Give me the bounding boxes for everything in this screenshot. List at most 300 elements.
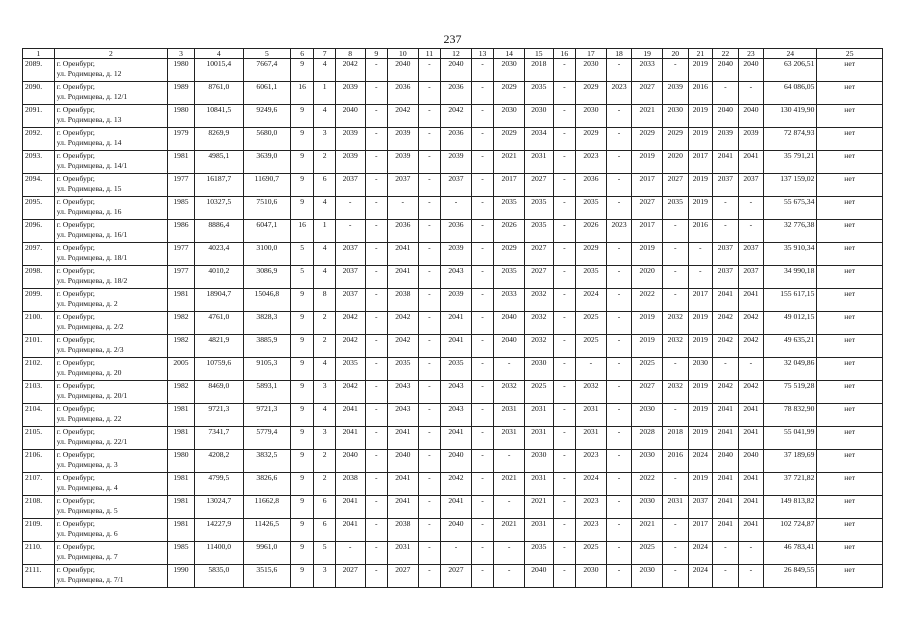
table-cell: 2030	[688, 358, 713, 381]
table-cell: 2027	[441, 565, 472, 588]
table-cell: -	[418, 289, 440, 312]
table-cell: -	[365, 59, 387, 82]
table-cell: 2041	[387, 427, 418, 450]
address-street: ул. Родимцева, д. 3	[56, 459, 118, 469]
address-city: г. Оренбург,	[56, 358, 95, 367]
table-cell: 2037	[335, 289, 365, 312]
table-cell: 4	[314, 243, 335, 266]
table-cell: 2032	[662, 335, 688, 358]
table-cell: 2025	[632, 542, 663, 565]
table-cell: -	[365, 174, 387, 197]
table-cell: -	[662, 542, 688, 565]
row-number: 2111.	[23, 565, 55, 588]
address-city: г. Оренбург,	[56, 312, 95, 321]
table-cell: -	[553, 220, 575, 243]
table-cell: -	[418, 473, 440, 496]
table-cell: -	[335, 197, 365, 220]
table-cell: 2041	[713, 404, 739, 427]
table-row	[23, 197, 883, 220]
table-cell: -	[738, 220, 764, 243]
table-cell: 6	[314, 519, 335, 542]
table-cell: 10759,6	[194, 358, 243, 381]
table-cell: 6047,1	[243, 220, 290, 243]
column-header: 4	[194, 49, 243, 59]
table-cell: -	[471, 105, 493, 128]
table-cell: -	[553, 289, 575, 312]
table-cell: 9	[290, 105, 314, 128]
address-city: г. Оренбург,	[56, 128, 95, 137]
table-cell: 2024	[576, 289, 607, 312]
table-cell: -	[418, 220, 440, 243]
table-cell: 3515,6	[243, 565, 290, 588]
table-cell: -	[365, 312, 387, 335]
address-cell	[54, 565, 168, 588]
table-cell: 2035	[387, 358, 418, 381]
address-cell	[54, 266, 168, 289]
table-cell: 2041	[335, 496, 365, 519]
table-cell: 2043	[441, 404, 472, 427]
table-cell: 9	[290, 312, 314, 335]
table-cell: 2040	[387, 59, 418, 82]
table-cell: 2024	[688, 542, 713, 565]
table-cell: 2	[314, 473, 335, 496]
table-cell: -	[553, 450, 575, 473]
table-cell: 2027	[662, 174, 688, 197]
row-number: 2102.	[23, 358, 55, 381]
table-cell: 55 675,34	[764, 197, 817, 220]
table-cell: 2042	[335, 59, 365, 82]
table-row	[23, 358, 883, 381]
table-cell: -	[471, 427, 493, 450]
table-cell: 8	[314, 289, 335, 312]
table-cell: 2041	[387, 473, 418, 496]
table-cell: 63 206,51	[764, 59, 817, 82]
table-cell: 2038	[387, 289, 418, 312]
table-cell: 2039	[738, 128, 764, 151]
table-cell: 2040	[335, 450, 365, 473]
table-cell: 2029	[494, 82, 525, 105]
table-cell: -	[606, 450, 632, 473]
table-cell: -	[335, 220, 365, 243]
table-cell: -	[471, 266, 493, 289]
table-cell: 2040	[713, 59, 739, 82]
table-cell: -	[553, 542, 575, 565]
table-cell: 2032	[524, 335, 553, 358]
table-cell: 2025	[576, 335, 607, 358]
address-city: г. Оренбург,	[56, 381, 95, 390]
table-cell: 2035	[441, 358, 472, 381]
table-cell: -	[738, 542, 764, 565]
column-header: 25	[817, 49, 883, 59]
table-cell: 2019	[688, 427, 713, 450]
column-header: 15	[524, 49, 553, 59]
table-cell: 2039	[335, 151, 365, 174]
table-cell: нет	[817, 519, 883, 542]
table-cell: 2021	[494, 519, 525, 542]
table-cell: 2041	[441, 427, 472, 450]
table-cell: 11690,7	[243, 174, 290, 197]
row-number: 2109.	[23, 519, 55, 542]
table-cell: -	[365, 496, 387, 519]
table-cell: 2040	[494, 312, 525, 335]
table-cell: -	[418, 197, 440, 220]
table-cell: 18904,7	[194, 289, 243, 312]
table-cell: нет	[817, 473, 883, 496]
table-cell: 1981	[168, 496, 195, 519]
table-cell: 72 874,93	[764, 128, 817, 151]
address-street: ул. Родимцева, д. 16	[56, 206, 122, 216]
table-cell: 2033	[494, 289, 525, 312]
column-header: 8	[335, 49, 365, 59]
table-cell: 2030	[576, 105, 607, 128]
table-row	[23, 450, 883, 473]
table-cell: 2040	[713, 105, 739, 128]
table-cell: 2	[314, 151, 335, 174]
column-header: 12	[441, 49, 472, 59]
table-cell: 2023	[576, 151, 607, 174]
table-cell: 4761,0	[194, 312, 243, 335]
table-cell: -	[738, 358, 764, 381]
address-city: г. Оренбург,	[56, 220, 95, 229]
table-cell: -	[606, 289, 632, 312]
table-cell: -	[606, 128, 632, 151]
table-cell: -	[471, 174, 493, 197]
row-number: 2110.	[23, 542, 55, 565]
table-cell: -	[365, 519, 387, 542]
table-row	[23, 289, 883, 312]
table-cell: 2030	[576, 565, 607, 588]
page-number: 237	[443, 32, 462, 46]
table-cell: 3086,9	[243, 266, 290, 289]
column-header: 11	[418, 49, 440, 59]
table-cell: -	[418, 128, 440, 151]
row-number: 2095.	[23, 197, 55, 220]
table-cell: -	[553, 358, 575, 381]
table-cell: -	[553, 381, 575, 404]
table-cell: 4010,2	[194, 266, 243, 289]
table-cell: нет	[817, 358, 883, 381]
table-cell: 1981	[168, 151, 195, 174]
table-cell: -	[606, 542, 632, 565]
table-cell: 2037	[713, 174, 739, 197]
table-cell: 1981	[168, 519, 195, 542]
table-cell: 9	[290, 473, 314, 496]
table-cell: 2041	[738, 427, 764, 450]
table-cell: 7510,6	[243, 197, 290, 220]
table-cell: 1980	[168, 105, 195, 128]
table-cell: 2035	[524, 220, 553, 243]
table-cell: 2041	[335, 519, 365, 542]
table-cell: 2032	[524, 312, 553, 335]
table-cell: 2042	[335, 381, 365, 404]
table-cell: 2017	[494, 174, 525, 197]
table-cell: 2042	[335, 312, 365, 335]
table-cell: 2024	[688, 565, 713, 588]
table-cell: 2043	[441, 381, 472, 404]
table-cell: 2031	[576, 404, 607, 427]
table-cell: 10841,5	[194, 105, 243, 128]
table-cell: 3	[314, 565, 335, 588]
row-number: 2090.	[23, 82, 55, 105]
table-cell: 2029	[576, 128, 607, 151]
table-row	[23, 151, 883, 174]
table-cell: 137 159,02	[764, 174, 817, 197]
table-cell: 2023	[576, 496, 607, 519]
table-cell: 2042	[713, 312, 739, 335]
address-street: ул. Родимцева, д. 14	[56, 137, 122, 147]
address-city: г. Оренбург,	[56, 404, 95, 413]
column-header: 10	[387, 49, 418, 59]
table-cell: -	[553, 243, 575, 266]
table-cell: 2042	[441, 473, 472, 496]
table-cell: 2027	[524, 266, 553, 289]
table-cell: 3	[314, 128, 335, 151]
table-cell: 2029	[494, 243, 525, 266]
table-cell: 9	[290, 151, 314, 174]
table-cell: 2024	[688, 450, 713, 473]
address-street: ул. Родимцева, д. 22	[56, 413, 122, 423]
address-cell	[54, 496, 168, 519]
table-cell: -	[365, 404, 387, 427]
table-cell: 2031	[524, 427, 553, 450]
table-cell: 8269,9	[194, 128, 243, 151]
row-number: 2105.	[23, 427, 55, 450]
column-header: 3	[168, 49, 195, 59]
table-cell: 2037	[335, 266, 365, 289]
table-cell: 2032	[662, 381, 688, 404]
table-cell: -	[553, 496, 575, 519]
table-cell: -	[662, 473, 688, 496]
table-cell: 2041	[387, 496, 418, 519]
table-cell: 2037	[738, 174, 764, 197]
table-cell: -	[418, 496, 440, 519]
table-cell: 2018	[662, 427, 688, 450]
table-cell: -	[606, 312, 632, 335]
table-cell: 9	[290, 59, 314, 82]
table-cell: 2031	[524, 519, 553, 542]
table-cell: 2042	[335, 335, 365, 358]
table-cell: нет	[817, 220, 883, 243]
table-cell: 2036	[576, 174, 607, 197]
table-cell: 2017	[632, 174, 663, 197]
table-row	[23, 473, 883, 496]
row-number: 2089.	[23, 59, 55, 82]
header-row	[23, 49, 883, 59]
table-cell: 9	[290, 289, 314, 312]
table-cell: -	[471, 59, 493, 82]
table-cell: 9	[290, 128, 314, 151]
table-cell: 9721,3	[194, 404, 243, 427]
table-cell: 2040	[441, 59, 472, 82]
table-cell: 2043	[387, 381, 418, 404]
table-cell: -	[471, 404, 493, 427]
address-city: г. Оренбург,	[56, 450, 95, 459]
table-cell: -	[471, 542, 493, 565]
table-cell: 49 635,21	[764, 335, 817, 358]
table-cell: 2022	[632, 289, 663, 312]
table-cell: -	[418, 519, 440, 542]
table-cell: -	[471, 82, 493, 105]
address-street: ул. Родимцева, д. 7	[56, 551, 118, 561]
address-city: г. Оренбург,	[56, 496, 95, 505]
table-cell: -	[662, 266, 688, 289]
table-cell: 2036	[387, 82, 418, 105]
table-cell: 2021	[524, 496, 553, 519]
table-cell: -	[553, 266, 575, 289]
table-cell: 2042	[713, 335, 739, 358]
table-cell: 2040	[387, 450, 418, 473]
address-city: г. Оренбург,	[56, 105, 95, 114]
table-cell: 5	[290, 266, 314, 289]
table-cell: 11662,8	[243, 496, 290, 519]
table-cell: 2027	[632, 197, 663, 220]
table-cell: 9	[290, 496, 314, 519]
table-cell: 2032	[494, 381, 525, 404]
table-cell: нет	[817, 243, 883, 266]
table-cell: нет	[817, 197, 883, 220]
table-cell: -	[606, 496, 632, 519]
table-cell: 2036	[387, 220, 418, 243]
column-header: 7	[314, 49, 335, 59]
table-cell: -	[606, 59, 632, 82]
table-cell: -	[494, 565, 525, 588]
table-cell: 1981	[168, 404, 195, 427]
table-cell: -	[365, 565, 387, 588]
table-cell: 2035	[524, 542, 553, 565]
table-cell: 2030	[662, 105, 688, 128]
table-cell: 9	[290, 197, 314, 220]
table-cell: 9	[290, 427, 314, 450]
table-cell: -	[365, 266, 387, 289]
table-cell: 2027	[632, 381, 663, 404]
table-cell: -	[418, 335, 440, 358]
table-cell: 5	[314, 542, 335, 565]
column-header: 18	[606, 49, 632, 59]
table-cell: 2038	[335, 473, 365, 496]
table-cell: 49 012,15	[764, 312, 817, 335]
table-cell: 16	[290, 82, 314, 105]
table-cell: 2030	[524, 450, 553, 473]
table-cell: 2040	[494, 335, 525, 358]
table-cell: -	[418, 358, 440, 381]
row-number: 2094.	[23, 174, 55, 197]
table-cell: 2019	[688, 312, 713, 335]
table-cell: 2017	[688, 289, 713, 312]
address-city: г. Оренбург,	[56, 335, 95, 344]
table-cell: 2	[314, 312, 335, 335]
address-street: ул. Родимцева, д. 2/3	[56, 344, 124, 354]
address-city: г. Оренбург,	[56, 82, 95, 91]
table-cell: 2018	[524, 59, 553, 82]
table-cell: -	[662, 220, 688, 243]
table-cell: 2016	[662, 450, 688, 473]
table-cell: 2039	[335, 128, 365, 151]
table-cell: 9961,0	[243, 542, 290, 565]
table-cell: 2037	[738, 243, 764, 266]
table-cell: -	[606, 358, 632, 381]
address-street: ул. Родимцева, д. 5	[56, 505, 118, 515]
table-cell: 9249,6	[243, 105, 290, 128]
table-cell: 8761,0	[194, 82, 243, 105]
table-cell: 5	[290, 243, 314, 266]
table-cell: -	[418, 243, 440, 266]
table-cell: 46 783,41	[764, 542, 817, 565]
address-cell	[54, 220, 168, 243]
table-cell: 2039	[713, 128, 739, 151]
table-cell: 9	[290, 404, 314, 427]
table-cell: 2017	[632, 220, 663, 243]
table-cell: 2031	[524, 151, 553, 174]
table-cell: 2031	[576, 427, 607, 450]
table-cell: 2036	[441, 82, 472, 105]
table-cell: 7667,4	[243, 59, 290, 82]
table-cell: 2042	[738, 335, 764, 358]
table-cell: -	[713, 542, 739, 565]
table-cell: -	[418, 565, 440, 588]
table-cell: -	[471, 358, 493, 381]
row-number: 2107.	[23, 473, 55, 496]
table-cell: -	[606, 473, 632, 496]
table-cell: 2030	[524, 358, 553, 381]
address-city: г. Оренбург,	[56, 197, 95, 206]
table-cell: -	[471, 335, 493, 358]
table-cell: 2039	[335, 82, 365, 105]
table-cell: 2033	[632, 59, 663, 82]
table-row	[23, 59, 883, 82]
table-cell: 9721,3	[243, 404, 290, 427]
table-cell: 1985	[168, 197, 195, 220]
table-cell: 1989	[168, 82, 195, 105]
table-cell: 3100,0	[243, 243, 290, 266]
table-cell: 2041	[441, 335, 472, 358]
table-cell: 15046,8	[243, 289, 290, 312]
table-cell: 10015,4	[194, 59, 243, 82]
table-row	[23, 496, 883, 519]
table-cell: 35 791,21	[764, 151, 817, 174]
table-cell: -	[738, 565, 764, 588]
table-cell: -	[418, 266, 440, 289]
address-street: ул. Родимцева, д. 20/1	[56, 390, 128, 400]
table-cell: 2017	[688, 519, 713, 542]
table-cell: 2019	[632, 312, 663, 335]
table-cell: 2016	[688, 220, 713, 243]
table-cell: 11426,5	[243, 519, 290, 542]
table-row	[23, 381, 883, 404]
table-cell: 1	[314, 82, 335, 105]
table-cell: 4799,5	[194, 473, 243, 496]
address-cell	[54, 542, 168, 565]
table-cell: 9	[290, 335, 314, 358]
table-cell: 3	[314, 427, 335, 450]
table-row	[23, 565, 883, 588]
column-header: 13	[471, 49, 493, 59]
table-cell: 2032	[662, 312, 688, 335]
address-city: г. Оренбург,	[56, 542, 95, 551]
table-cell: -	[365, 427, 387, 450]
address-street: ул. Родимцева, д. 18/1	[56, 252, 128, 262]
table-cell: -	[553, 197, 575, 220]
table-cell: 1982	[168, 335, 195, 358]
address-street: ул. Родимцева, д. 13	[56, 114, 122, 124]
table-cell: -	[365, 220, 387, 243]
table-cell: 2030	[494, 59, 525, 82]
table-cell: 4023,4	[194, 243, 243, 266]
table-cell: 4	[314, 358, 335, 381]
table-cell: 2030	[576, 59, 607, 82]
table-cell: 2019	[632, 151, 663, 174]
table-cell: -	[471, 289, 493, 312]
address-city: г. Оренбург,	[56, 473, 95, 482]
